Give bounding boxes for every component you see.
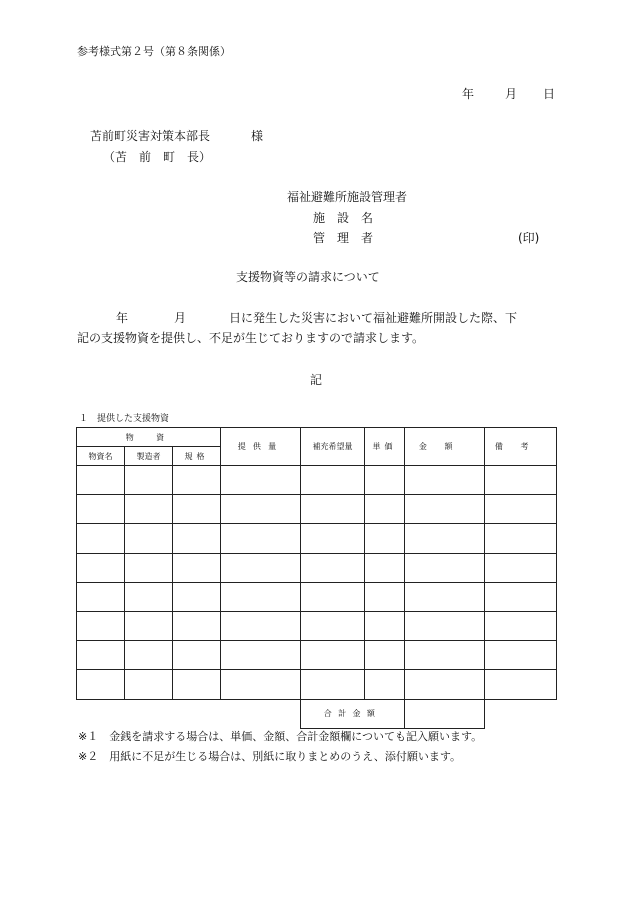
table-cell[interactable]	[485, 553, 557, 582]
table-cell[interactable]	[77, 670, 125, 699]
table-cell[interactable]	[301, 641, 365, 670]
addressee-sub: （苫 前 町 長）	[103, 150, 212, 164]
date-day-label: 日	[543, 87, 556, 101]
table-cell[interactable]	[485, 611, 557, 640]
table-cell[interactable]	[77, 524, 125, 553]
table-cell[interactable]	[173, 495, 221, 524]
table-cell[interactable]	[405, 611, 485, 640]
table-cell[interactable]	[125, 495, 173, 524]
date-year-label: 年	[462, 87, 475, 101]
subject-title: 支援物資等の請求について	[236, 270, 380, 284]
table-cell[interactable]	[125, 611, 173, 640]
table-row	[77, 466, 557, 495]
table-cell[interactable]	[125, 524, 173, 553]
table-cell[interactable]	[173, 611, 221, 640]
table-cell[interactable]	[365, 641, 405, 670]
table-cell[interactable]	[485, 495, 557, 524]
table-cell[interactable]	[77, 641, 125, 670]
table-header-row	[77, 428, 557, 447]
table-cell[interactable]	[221, 582, 301, 611]
table-cell[interactable]	[301, 495, 365, 524]
table-cell[interactable]	[365, 466, 405, 495]
table-cell[interactable]	[301, 670, 365, 699]
section-title: １ 提供した支援物資	[79, 414, 170, 424]
subheader-item-name: 物資名	[77, 447, 125, 466]
table-row	[77, 524, 557, 553]
body-month-label: 月	[174, 311, 187, 325]
table-cell[interactable]	[125, 582, 173, 611]
table-row	[77, 553, 557, 582]
table-cell[interactable]	[173, 582, 221, 611]
header-remarks: 備考	[485, 428, 557, 466]
table-cell[interactable]	[77, 582, 125, 611]
table-cell[interactable]	[485, 466, 557, 495]
table-cell[interactable]	[485, 524, 557, 553]
table-cell[interactable]	[173, 466, 221, 495]
table-cell[interactable]	[125, 670, 173, 699]
sender-title: 福祉避難所施設管理者	[287, 190, 408, 204]
table-row	[77, 582, 557, 611]
total-amount-cell[interactable]	[405, 699, 485, 728]
table-cell[interactable]	[405, 495, 485, 524]
table-cell[interactable]	[77, 495, 125, 524]
table-cell[interactable]	[221, 466, 301, 495]
header-goods: 物 資	[77, 428, 221, 447]
header-provided: 提供量	[221, 428, 301, 466]
table-cell[interactable]	[173, 641, 221, 670]
table-cell[interactable]	[125, 641, 173, 670]
header-amount: 金額	[405, 428, 485, 466]
total-row	[77, 699, 557, 728]
addressee-name: 苫前町災害対策本部長	[90, 129, 211, 143]
table-cell[interactable]	[301, 611, 365, 640]
facility-name-label: 施 設 名	[313, 211, 374, 225]
supplies-table	[76, 427, 557, 729]
body-line1-text: 日に発生した災害において福祉避難所開設した際、下	[229, 311, 518, 325]
table-cell[interactable]	[301, 524, 365, 553]
table-cell[interactable]	[365, 495, 405, 524]
table-cell[interactable]	[221, 524, 301, 553]
subheader-manufacturer: 製造者	[125, 447, 173, 466]
addressee-honorific: 様	[251, 129, 264, 143]
table-cell[interactable]	[125, 466, 173, 495]
table-cell[interactable]	[221, 670, 301, 699]
seal-mark: (印)	[518, 231, 540, 245]
header-unit-price: 単価	[365, 428, 405, 466]
table-cell[interactable]	[173, 553, 221, 582]
table-cell[interactable]	[405, 641, 485, 670]
subheader-spec: 規格	[173, 447, 221, 466]
table-cell[interactable]	[365, 611, 405, 640]
note-1: ※１ 金銭を請求する場合は、単価、金額、合計金額欄についても記入願います。	[78, 730, 483, 743]
note-2: ※２ 用紙に不足が生じる場合は、別紙に取りまとめのうえ、添付願います。	[78, 750, 461, 763]
date-month-label: 月	[505, 87, 518, 101]
manager-label: 管 理 者	[313, 231, 374, 245]
table-cell[interactable]	[405, 582, 485, 611]
table-cell[interactable]	[125, 553, 173, 582]
table-row	[77, 611, 557, 640]
total-amount-label: 合計金額	[301, 699, 405, 728]
body-year-label: 年	[116, 311, 129, 325]
body-line2-text: 記の支援物資を提供し、不足が生じておりますので請求します。	[77, 331, 425, 345]
table-row	[77, 670, 557, 699]
table-cell[interactable]	[221, 553, 301, 582]
table-cell[interactable]	[405, 553, 485, 582]
form-label: 参考様式第２号（第８条関係）	[77, 45, 231, 58]
table-cell[interactable]	[221, 495, 301, 524]
table-cell[interactable]	[485, 670, 557, 699]
table-cell[interactable]	[405, 670, 485, 699]
table-cell[interactable]	[77, 611, 125, 640]
table-cell[interactable]	[365, 582, 405, 611]
table-cell[interactable]	[173, 524, 221, 553]
table-cell[interactable]	[173, 670, 221, 699]
table-row	[77, 495, 557, 524]
table-cell[interactable]	[301, 553, 365, 582]
table-cell[interactable]	[365, 670, 405, 699]
table-cell[interactable]	[301, 466, 365, 495]
table-cell[interactable]	[405, 524, 485, 553]
table-cell[interactable]	[301, 582, 365, 611]
table-cell[interactable]	[485, 582, 557, 611]
table-cell[interactable]	[221, 611, 301, 640]
table-cell[interactable]	[77, 553, 125, 582]
table-cell[interactable]	[485, 641, 557, 670]
table-cell[interactable]	[221, 641, 301, 670]
table-cell[interactable]	[77, 466, 125, 495]
ki-heading: 記	[310, 373, 323, 387]
table-cell[interactable]	[365, 524, 405, 553]
table-cell[interactable]	[365, 553, 405, 582]
table-row	[77, 641, 557, 670]
table-cell[interactable]	[405, 466, 485, 495]
header-requested: 補充希望量	[301, 428, 365, 466]
